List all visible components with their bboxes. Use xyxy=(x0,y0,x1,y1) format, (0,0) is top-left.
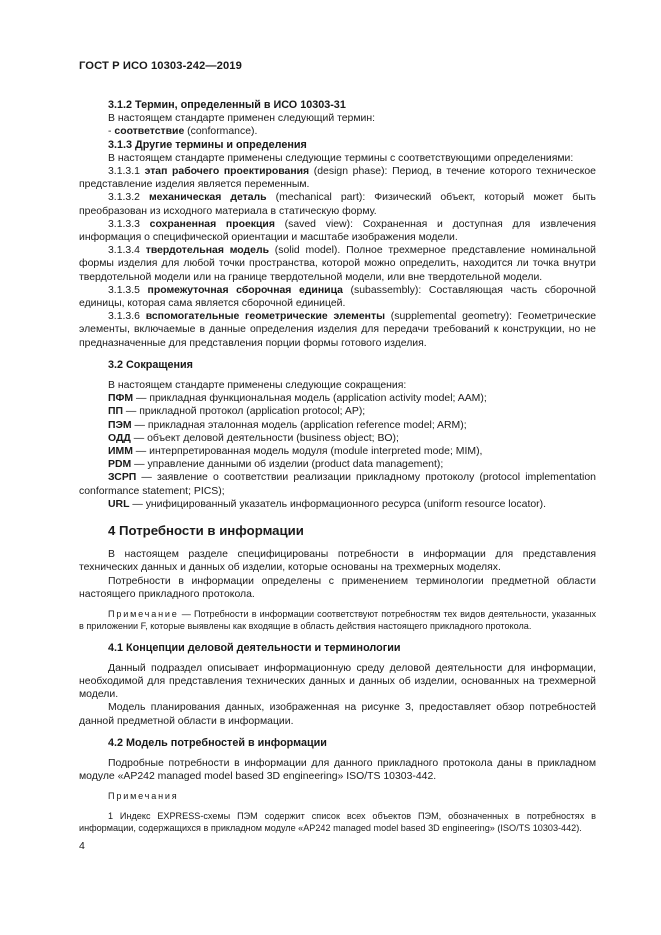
term-conformance: - соответствие (conformance). xyxy=(108,126,258,138)
term-entry: 3.1.3.3 сохраненная проекция (saved view): Сохраненная и доступная для извлечения информация о специфической ориентации и масштабе изображения модели. xyxy=(79,218,596,244)
section-3-1-2-heading: 3.1.2 Термин, определенный в ИСО 10303-31 xyxy=(108,99,346,111)
section-4-paragraph-2: Потребности в информации определены с применением терминологии предметной области настоящего прикладного протокола. xyxy=(79,575,596,600)
abbreviation-entry: URL — унифицированный указатель информационного ресурса (uniform resource locator). xyxy=(108,498,546,510)
section-4-1-heading: 4.1 Концепции деловой деятельности и терминологии xyxy=(108,641,401,654)
abbreviation-entry: PDM — управление данными об изделии (product data management); xyxy=(108,459,444,471)
section-4-2-notes-label: Примечания xyxy=(108,791,179,802)
term-entry: 3.1.3.5 промежуточная сборочная единица (subassembly): Составляющая часть сборочной единицы, которая сама является сборочной единицей. xyxy=(79,284,596,310)
section-4-1-paragraph-1: Данный подраздел описывает информационную среду деловой деятельности для информации, необходимой для представления технических данных и данных об изделии, основанных на трехмерной модели. xyxy=(79,662,596,701)
abbreviation-entry: ПЭМ — прикладная эталонная модель (application reference model; ARM); xyxy=(108,419,467,431)
section-4-2-note-1: 1 Индекс EXPRESS-схемы ПЭМ содержит список всех объектов ПЭМ, обозначенных в потребностях в информации, содержащихся в прикладном модуле «AP242 managed model based 3D engineering» (ISO/TS 10303-442). xyxy=(79,810,596,833)
section-4-note: Примечание — Потребности в информации соответствуют потребностям тех видов деятельности, указанных в приложении F, которые выявлены как входящие в область действия настоящего прикладного протокола. xyxy=(79,608,596,632)
section-4-2-heading: 4.2 Модель потребностей в информации xyxy=(108,736,327,749)
abbreviation-entry: ИММ — интерпретированная модель модуля (module interpreted mode; MIM), xyxy=(108,446,483,458)
section-3-1-3-heading: 3.1.3 Другие термины и определения xyxy=(108,138,307,151)
section-3-1-3-intro: В настоящем стандарте применены следующие термины с соответствующими определениями: xyxy=(108,152,574,164)
section-4-heading: 4 Потребности в информации xyxy=(108,523,304,539)
page-body xyxy=(79,99,596,834)
section-4-2-paragraph-1: Подробные потребности в информации для данного прикладного протокола даны в прикладном модуле «AP242 managed model based 3D engineering» ISO/TS 10303-442. xyxy=(79,757,596,783)
section-3-2-heading: 3.2 Сокращения xyxy=(108,358,193,371)
term-entry: 3.1.3.2 механическая деталь (mechanical part): Физический объект, который может быть преобразован из исходного материала в статическую форму. xyxy=(79,192,596,217)
section-4-1-paragraph-2: Модель планирования данных, изображенная на рисунке 3, предоставляет обзор потребностей данной предметной области в информации. xyxy=(79,702,596,727)
section-3-2-intro: В настоящем стандарте применены следующие сокращения: xyxy=(108,380,407,392)
term-entry: 3.1.3.1 этап рабочего проектирования (design phase): Период, в течение которого техническое представление изделия является переменным. xyxy=(79,166,596,191)
section-4-paragraph-1: В настоящем разделе специфицированы потребности в информации для представления технических данных и данных об изделии, которые основаны на трехмерных моделях. xyxy=(79,549,596,574)
term-entry: 3.1.3.4 твердотельная модель (solid model). Полное трехмерное представление номинальной формы изделия для любой точки пространства, которой можно определить, находится ли точка внутри твердотельной модели или на границе твердотельной модели, или вне твердотельной модели. xyxy=(79,245,596,283)
abbreviation-entry: ОДД — объект деловой деятельности (business object; BO); xyxy=(108,432,399,444)
abbreviation-entry: ЗСРП — заявление о соответствии реализации прикладному протоколу (protocol implementation conformance statement; PICS); xyxy=(79,472,596,497)
page-number: 4 xyxy=(79,840,85,852)
abbreviation-entry: ПФМ — прикладная функциональная модель (application activity model; AAM); xyxy=(108,393,487,405)
standard-header: ГОСТ Р ИСО 10303-242—2019 xyxy=(79,60,242,72)
abbreviation-entry: ПП — прикладной протокол (application protocol; AP); xyxy=(108,406,366,418)
term-entry: 3.1.3.6 вспомогательные геометрические элементы (supplemental geometry): Геометрические элементы, включаемые в данные определения изделия для передачи требований к конструкции, но не предназначенные для представления порции формы готового изделия. xyxy=(79,311,597,349)
section-3-1-2-intro: В настоящем стандарте применен следующий термин: xyxy=(108,113,376,125)
